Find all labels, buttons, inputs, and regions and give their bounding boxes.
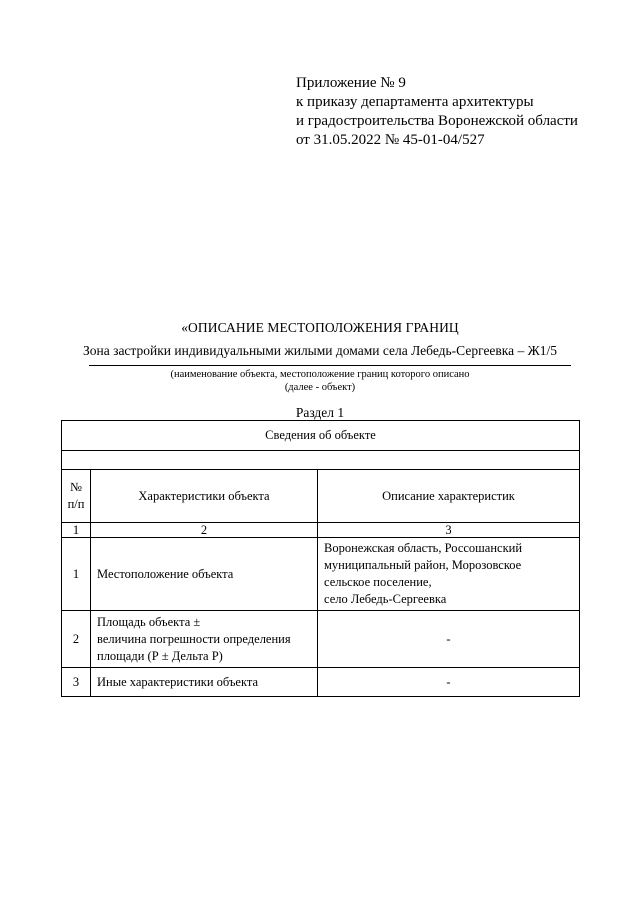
row-description: - bbox=[318, 611, 580, 668]
caption-line-2: (далее - объект) bbox=[284, 382, 356, 393]
table-title-row bbox=[62, 421, 580, 451]
index-cell-3: 3 bbox=[318, 523, 580, 538]
row-characteristic bbox=[91, 611, 318, 668]
row-description: - bbox=[318, 668, 580, 697]
appendix-line-3: и градостроительства Воронежской области bbox=[296, 113, 578, 129]
index-cell-1: 1 bbox=[62, 523, 91, 538]
row-num: 3 bbox=[62, 668, 91, 697]
section-label: Раздел 1 bbox=[295, 405, 345, 420]
header-num-line-1: № bbox=[70, 480, 82, 494]
row-characteristic: Иные характеристики объекта bbox=[91, 668, 318, 697]
object-name-caption bbox=[0, 368, 640, 394]
document-title: «ОПИСАНИЕ МЕСТОПОЛОЖЕНИЯ ГРАНИЦ bbox=[181, 320, 459, 335]
object-info-table bbox=[61, 420, 580, 697]
row-num: 2 bbox=[62, 611, 91, 668]
index-cell-2: 2 bbox=[91, 523, 318, 538]
appendix-line-2: к приказу департамента архитектуры bbox=[296, 94, 534, 110]
caption-line-1: (наименование объекта, местоположение границ которого описано bbox=[170, 369, 470, 380]
description-line: муниципальный район, Морозовское bbox=[324, 558, 522, 572]
description-line: сельское поселение, bbox=[324, 575, 432, 589]
row-num: 1 bbox=[62, 538, 91, 611]
characteristic-line: величина погрешности определения bbox=[97, 631, 291, 646]
characteristic-line: площади (Р ± Дельта Р) bbox=[97, 648, 223, 663]
table-row bbox=[62, 538, 580, 611]
table-index-row bbox=[62, 523, 580, 538]
table-empty-cell bbox=[62, 451, 580, 470]
description-line: село Лебедь-Сергеевка bbox=[324, 592, 447, 606]
table-row bbox=[62, 668, 580, 697]
table-title: Сведения об объекте bbox=[62, 421, 580, 451]
appendix-header bbox=[296, 74, 578, 150]
header-num-line-2: п/п bbox=[67, 497, 85, 511]
object-name: Зона застройки индивидуальными жилыми домами села Лебедь-Сергеевка – Ж1/5 bbox=[83, 343, 557, 358]
object-name-underline bbox=[89, 365, 571, 366]
table-empty-row bbox=[62, 451, 580, 470]
appendix-line-1: Приложение № 9 bbox=[296, 75, 406, 91]
characteristic-line: Площадь объекта ± bbox=[97, 614, 201, 629]
header-description: Описание характеристик bbox=[318, 470, 580, 523]
description-line: Воронежская область, Россошанский bbox=[324, 541, 523, 555]
appendix-line-4: от 31.05.2022 № 45-01-04/527 bbox=[296, 132, 485, 148]
row-characteristic: Местоположение объекта bbox=[91, 538, 318, 611]
table-row bbox=[62, 611, 580, 668]
row-description bbox=[318, 538, 580, 611]
header-characteristics: Характеристики объекта bbox=[91, 470, 318, 523]
table-header-row bbox=[62, 470, 580, 523]
header-num bbox=[62, 470, 91, 523]
